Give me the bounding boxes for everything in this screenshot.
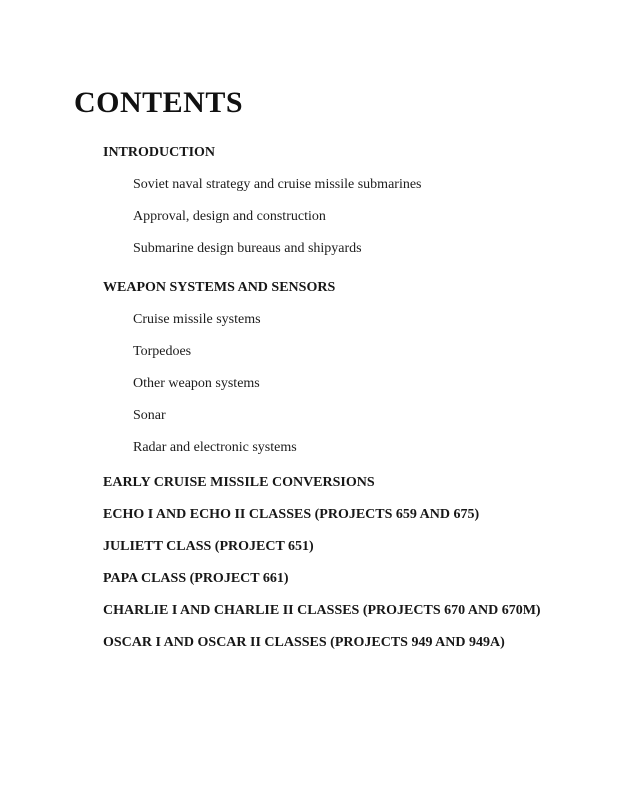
toc-section-papa-class bbox=[103, 565, 550, 592]
toc-item: Soviet naval strategy and cruise missile submarines bbox=[133, 177, 422, 192]
toc-section-echo-classes bbox=[103, 501, 550, 528]
toc-item: Other weapon systems bbox=[133, 376, 260, 391]
toc-item: Cruise missile systems bbox=[133, 312, 261, 327]
toc-section-oscar-classes bbox=[103, 629, 550, 656]
toc-heading-echo-classes: ECHO I AND ECHO II CLASSES (PROJECTS 659 AND 675) bbox=[103, 507, 480, 522]
toc-heading-juliett-class: JULIETT CLASS (PROJECT 651) bbox=[103, 539, 314, 554]
toc-section-early-conversions bbox=[103, 469, 550, 496]
toc-item: Torpedoes bbox=[133, 344, 192, 359]
toc-item: Sonar bbox=[133, 408, 166, 423]
toc-heading-papa-class: PAPA CLASS (PROJECT 661) bbox=[103, 571, 289, 586]
toc-heading-introduction: INTRODUCTION bbox=[103, 145, 216, 160]
toc-section-introduction bbox=[103, 139, 550, 262]
toc-item: Radar and electronic systems bbox=[133, 440, 297, 455]
toc-heading-oscar-classes: OSCAR I AND OSCAR II CLASSES (PROJECTS 949 AND 949A) bbox=[103, 635, 505, 650]
toc-heading-early-conversions: EARLY CRUISE MISSILE CONVERSIONS bbox=[103, 475, 375, 490]
toc-item: Approval, design and construction bbox=[133, 209, 326, 224]
page-title: CONTENTS bbox=[74, 86, 244, 119]
toc-section-juliett-class bbox=[103, 533, 550, 560]
toc-section-weapon-systems bbox=[103, 274, 550, 461]
toc-heading-charlie-classes: CHARLIE I AND CHARLIE II CLASSES (PROJECTS 670 AND 670M) bbox=[103, 603, 541, 618]
toc-section-charlie-classes bbox=[103, 597, 550, 624]
toc-item: Submarine design bureaus and shipyards bbox=[133, 241, 362, 256]
toc-heading-weapon-systems: WEAPON SYSTEMS AND SENSORS bbox=[103, 280, 336, 295]
table-of-contents bbox=[103, 139, 550, 656]
